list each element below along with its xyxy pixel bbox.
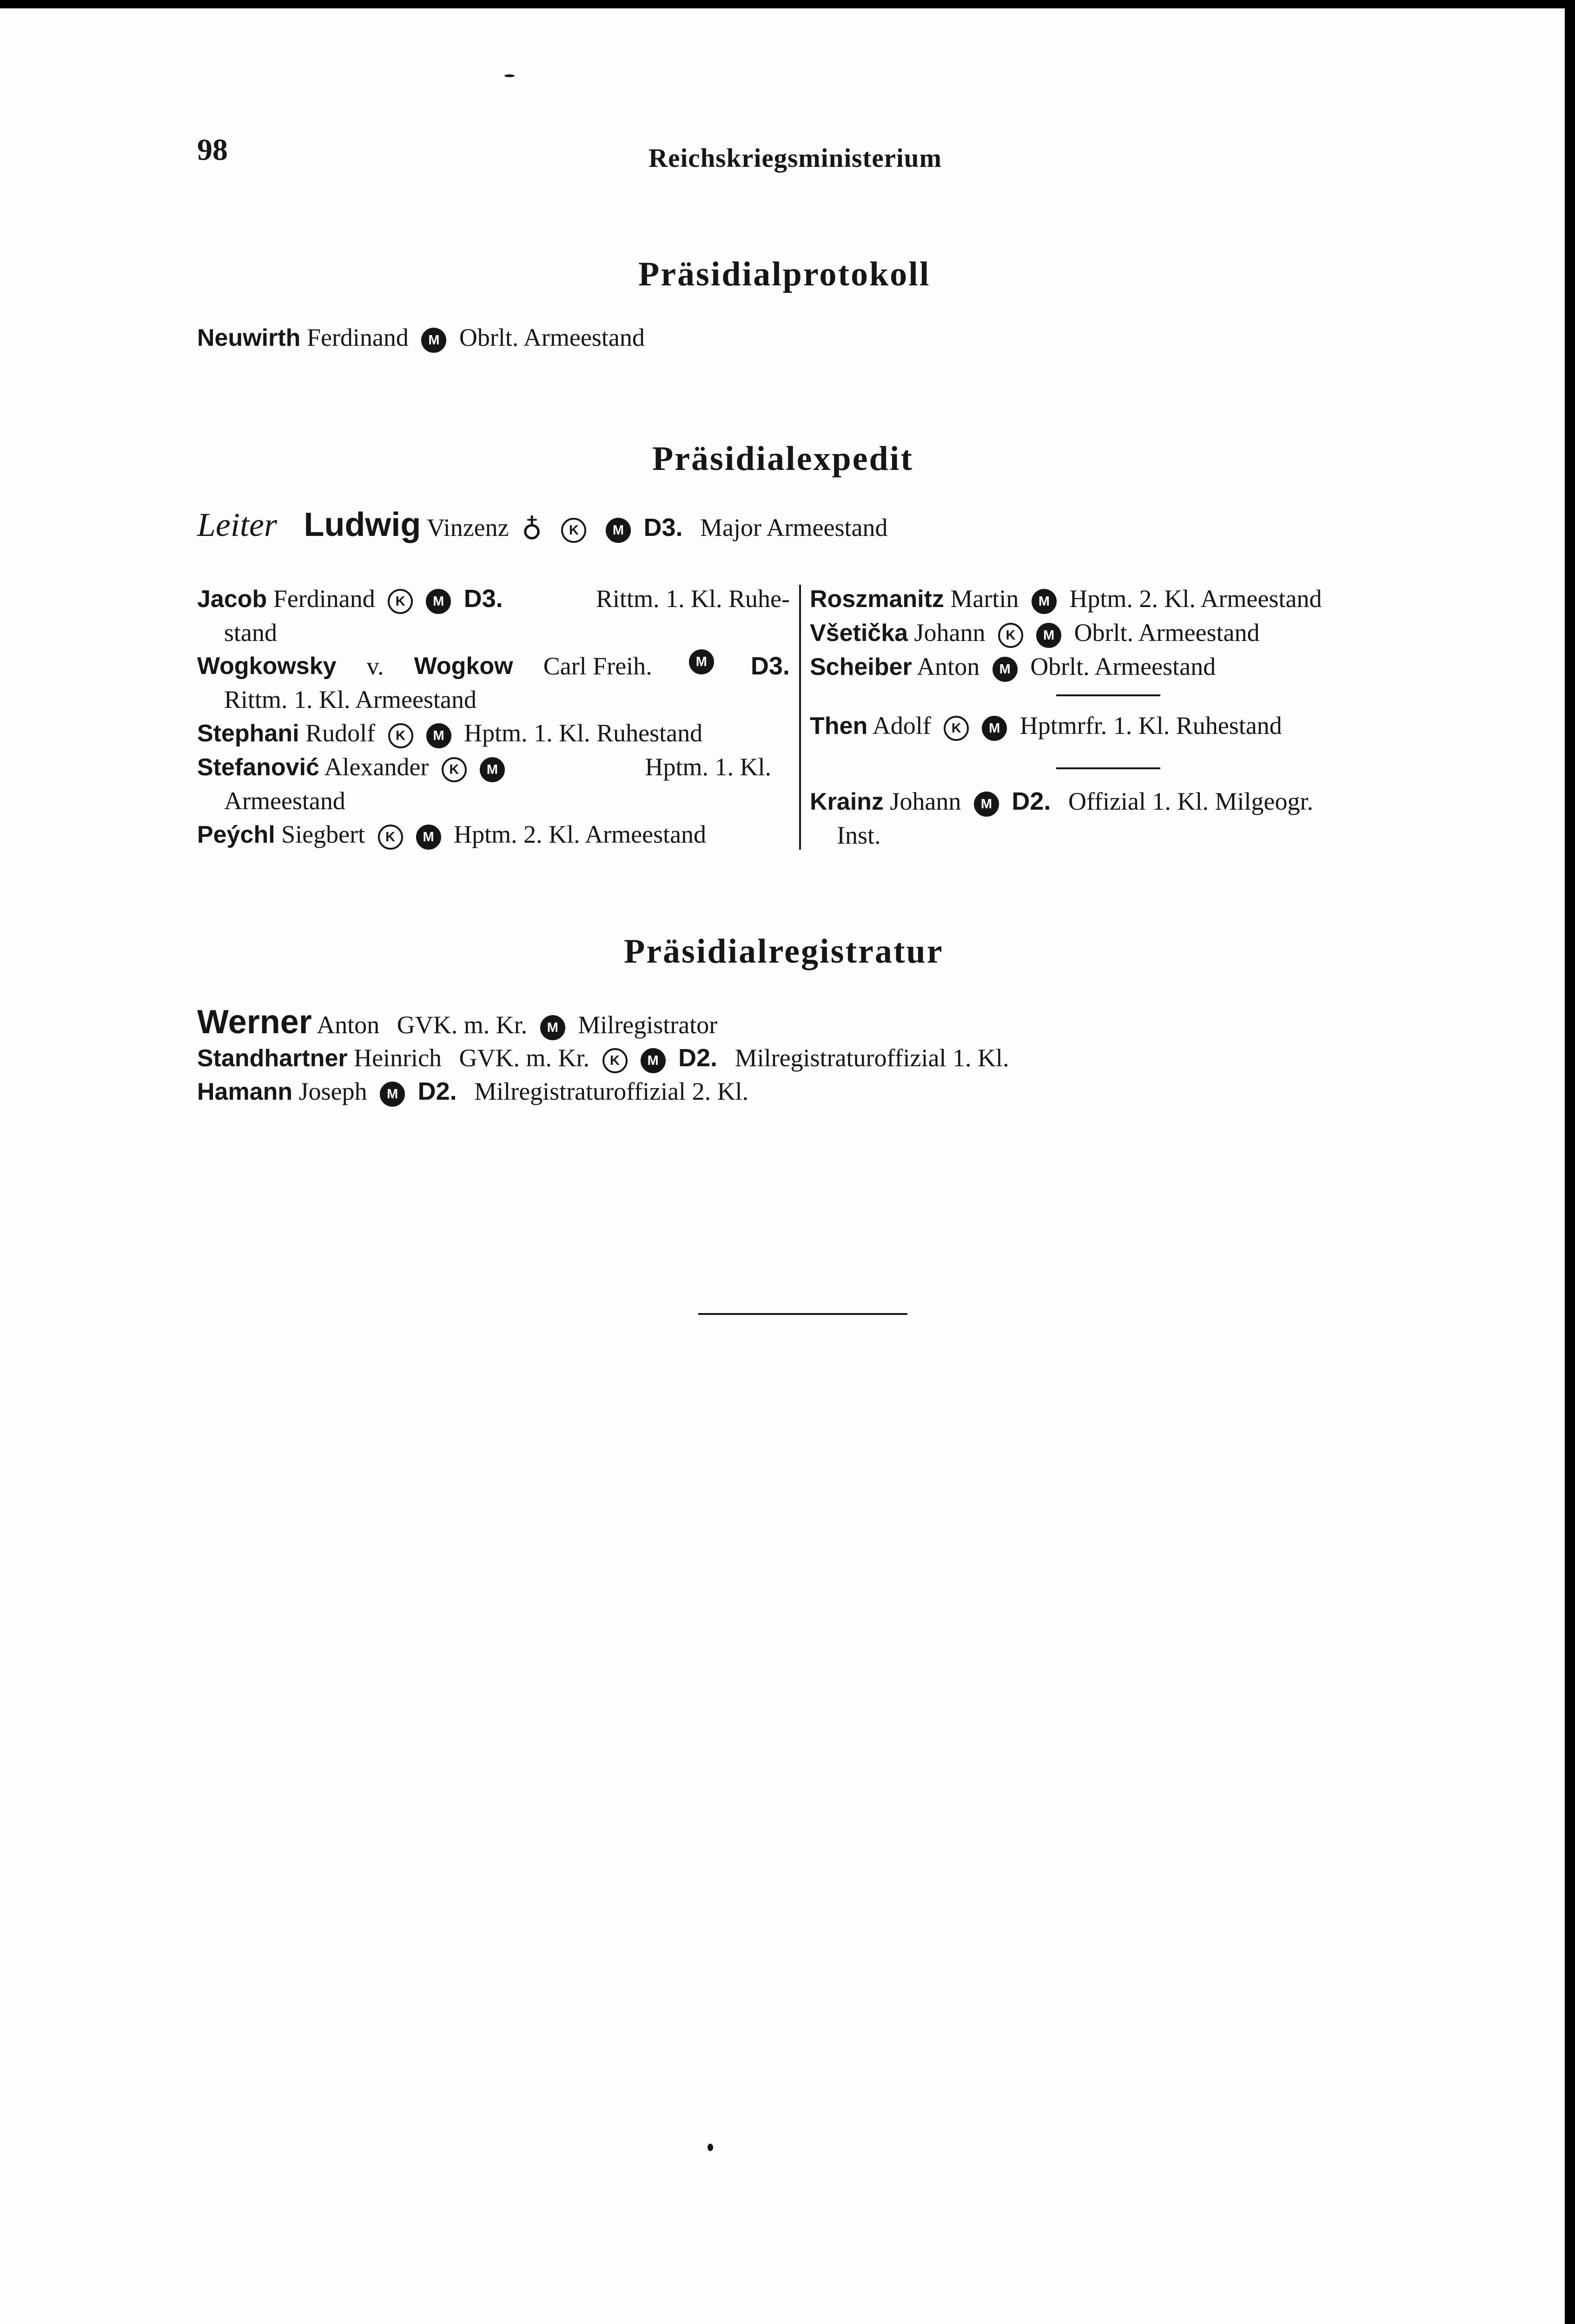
entry-detail: Milregistrator — [578, 1011, 718, 1039]
m-badge-icon: M — [426, 589, 451, 614]
entry-surname: Then — [810, 713, 868, 739]
m-badge-icon: M — [426, 723, 451, 748]
entry-firstname: Ferdinand — [306, 324, 409, 351]
entry-firstname: Heinrich — [354, 1044, 442, 1072]
running-head: Reichskriegsministerium — [649, 144, 942, 173]
right-column — [810, 582, 1423, 852]
entry-werner — [197, 1005, 717, 1042]
k-badge-icon: K — [442, 757, 467, 782]
group-separator — [1056, 767, 1160, 769]
entry-stefanovic — [197, 750, 790, 784]
entry-standhartner — [197, 1041, 1009, 1075]
entry-detail: Hptmrfr. 1. Kl. Ruhestand — [1019, 712, 1282, 739]
entry-detail: Obrlt. Armeestand — [459, 324, 645, 351]
entry-firstname: Alexander — [324, 753, 429, 781]
section-title-expedit: Präsidialexpedit — [652, 440, 913, 478]
m-badge-icon: M — [982, 716, 1007, 741]
k-badge-icon: K — [388, 723, 413, 748]
entry-firstname: Johann — [890, 787, 961, 815]
rank-class: D2. — [417, 1077, 457, 1105]
entry-then — [810, 709, 1423, 743]
entry-detail: Obrlt. Armeestand — [1030, 653, 1216, 680]
k-badge-icon: K — [998, 623, 1023, 648]
entry-firstname: Rudolf — [305, 719, 376, 747]
ink-speck — [504, 74, 515, 77]
entry-firstname: Ferdinand — [273, 585, 375, 613]
entry-roszmanitz — [810, 582, 1423, 616]
entry-surname: Stefanović — [197, 754, 319, 781]
m-badge-icon: M — [416, 825, 441, 850]
entry-leiter-ludwig — [197, 508, 887, 544]
entry-krainz — [810, 785, 1423, 819]
m-badge-icon: M — [1032, 589, 1057, 614]
entry-firstname: Siegbert — [281, 820, 365, 848]
entry-continuation: Armeestand — [224, 787, 345, 815]
entry-surname: Hamann — [197, 1078, 293, 1105]
entry-surname: Neuwirth — [197, 324, 301, 351]
entry-firstname: Joseph — [298, 1077, 367, 1105]
rank-class: D2. — [1012, 787, 1051, 815]
entry-decoration: GVK. m. Kr. — [397, 1011, 528, 1039]
entry-surname: Roszmanitz — [810, 586, 944, 613]
m-badge-icon: M — [689, 649, 714, 674]
m-badge-icon: M — [606, 518, 631, 543]
column-divider — [799, 585, 801, 850]
entry-surname: Wogkowsky — [197, 653, 337, 680]
entry-surname-2: Wogkow — [414, 653, 513, 680]
entry-continuation: Rittm. 1. Kl. Armeestand — [224, 686, 476, 713]
entry-firstname: Vinzenz — [426, 514, 509, 541]
entry-surname: Standhartner — [197, 1045, 348, 1072]
entry-wogkowsky — [197, 649, 790, 683]
section-title-registratur: Präsidialregistratur — [624, 932, 944, 971]
end-rule — [698, 1313, 907, 1315]
m-badge-icon: M — [1036, 623, 1061, 648]
entry-stephani — [197, 716, 790, 750]
left-column — [197, 582, 790, 852]
rank-class: D3. — [643, 514, 683, 541]
scan-edge-right — [1565, 0, 1575, 2324]
entry-firstname: Johann — [914, 619, 986, 647]
section-title-protokoll: Präsidialprotokoll — [638, 255, 931, 293]
k-badge-icon: K — [388, 589, 413, 614]
entry-detail: Rittm. 1. Kl. Ruhe- — [596, 585, 790, 613]
m-badge-icon: M — [974, 792, 999, 817]
entry-detail: Major Armeestand — [700, 514, 888, 541]
m-badge-icon: M — [380, 1082, 405, 1107]
entry-surname: Jacob — [197, 586, 267, 613]
rank-class: D3. — [463, 585, 503, 613]
entry-firstname: Anton — [317, 1011, 380, 1039]
entry-detail: Hptm. 2. Kl. Armeestand — [454, 820, 707, 848]
entry-hamann — [197, 1075, 748, 1109]
entry-surname: Krainz — [810, 788, 884, 815]
rank-class: D3. — [750, 652, 790, 680]
m-badge-icon: M — [641, 1048, 666, 1073]
group-separator — [1056, 694, 1160, 696]
entry-detail: Hptm. 2. Kl. Armeestand — [1069, 585, 1322, 613]
entry-firstname: Carl Freih. — [543, 652, 652, 680]
m-badge-icon: M — [421, 328, 446, 353]
entry-particle: v. — [366, 652, 384, 680]
entry-continuation: stand — [224, 619, 277, 647]
entry-detail: Milregistraturoffizial 2. Kl. — [474, 1077, 749, 1105]
entry-surname: Ludwig — [304, 506, 421, 543]
entry-detail: Offizial 1. Kl. Milgeogr. — [1068, 787, 1313, 815]
entry-detail: Hptm. 1. Kl. Ruhestand — [464, 719, 703, 747]
k-badge-icon: K — [944, 716, 969, 741]
rank-class: D2. — [678, 1044, 718, 1072]
merit-cross-icon: ♁ — [522, 511, 542, 542]
m-badge-icon: M — [480, 757, 505, 782]
entry-surname: Peýchl — [197, 821, 275, 848]
entry-firstname: Adolf — [872, 712, 931, 739]
k-badge-icon: K — [561, 518, 586, 543]
entry-firstname: Anton — [917, 653, 980, 680]
entry-firstname: Martin — [950, 585, 1019, 613]
entry-detail: Hptm. 1. Kl. — [645, 753, 771, 781]
entry-continuation: Inst. — [837, 821, 881, 849]
scan-edge-top — [0, 0, 1575, 8]
k-badge-icon: K — [602, 1048, 628, 1073]
entry-surname: Scheiber — [810, 654, 912, 680]
entry-detail: Obrlt. Armeestand — [1074, 619, 1260, 647]
entry-vseticka — [810, 616, 1423, 650]
entry-surname: Všetička — [810, 620, 908, 647]
entry-neuwirth — [197, 321, 645, 355]
entry-detail: Milregistraturoffizial 1. Kl. — [735, 1044, 1009, 1072]
entry-surname: Stephani — [197, 720, 299, 747]
page-number: 98 — [197, 133, 228, 167]
entry-surname: Werner — [197, 1004, 312, 1041]
k-badge-icon: K — [378, 825, 403, 850]
entry-peychl — [197, 818, 790, 852]
m-badge-icon: M — [540, 1015, 565, 1040]
entry-jacob — [197, 582, 790, 616]
ink-speck — [708, 2144, 713, 2151]
m-badge-icon: M — [993, 657, 1018, 682]
leiter-label: Leiter — [197, 506, 277, 543]
entry-scheiber — [810, 650, 1423, 684]
entry-decoration: GVK. m. Kr. — [459, 1044, 590, 1072]
